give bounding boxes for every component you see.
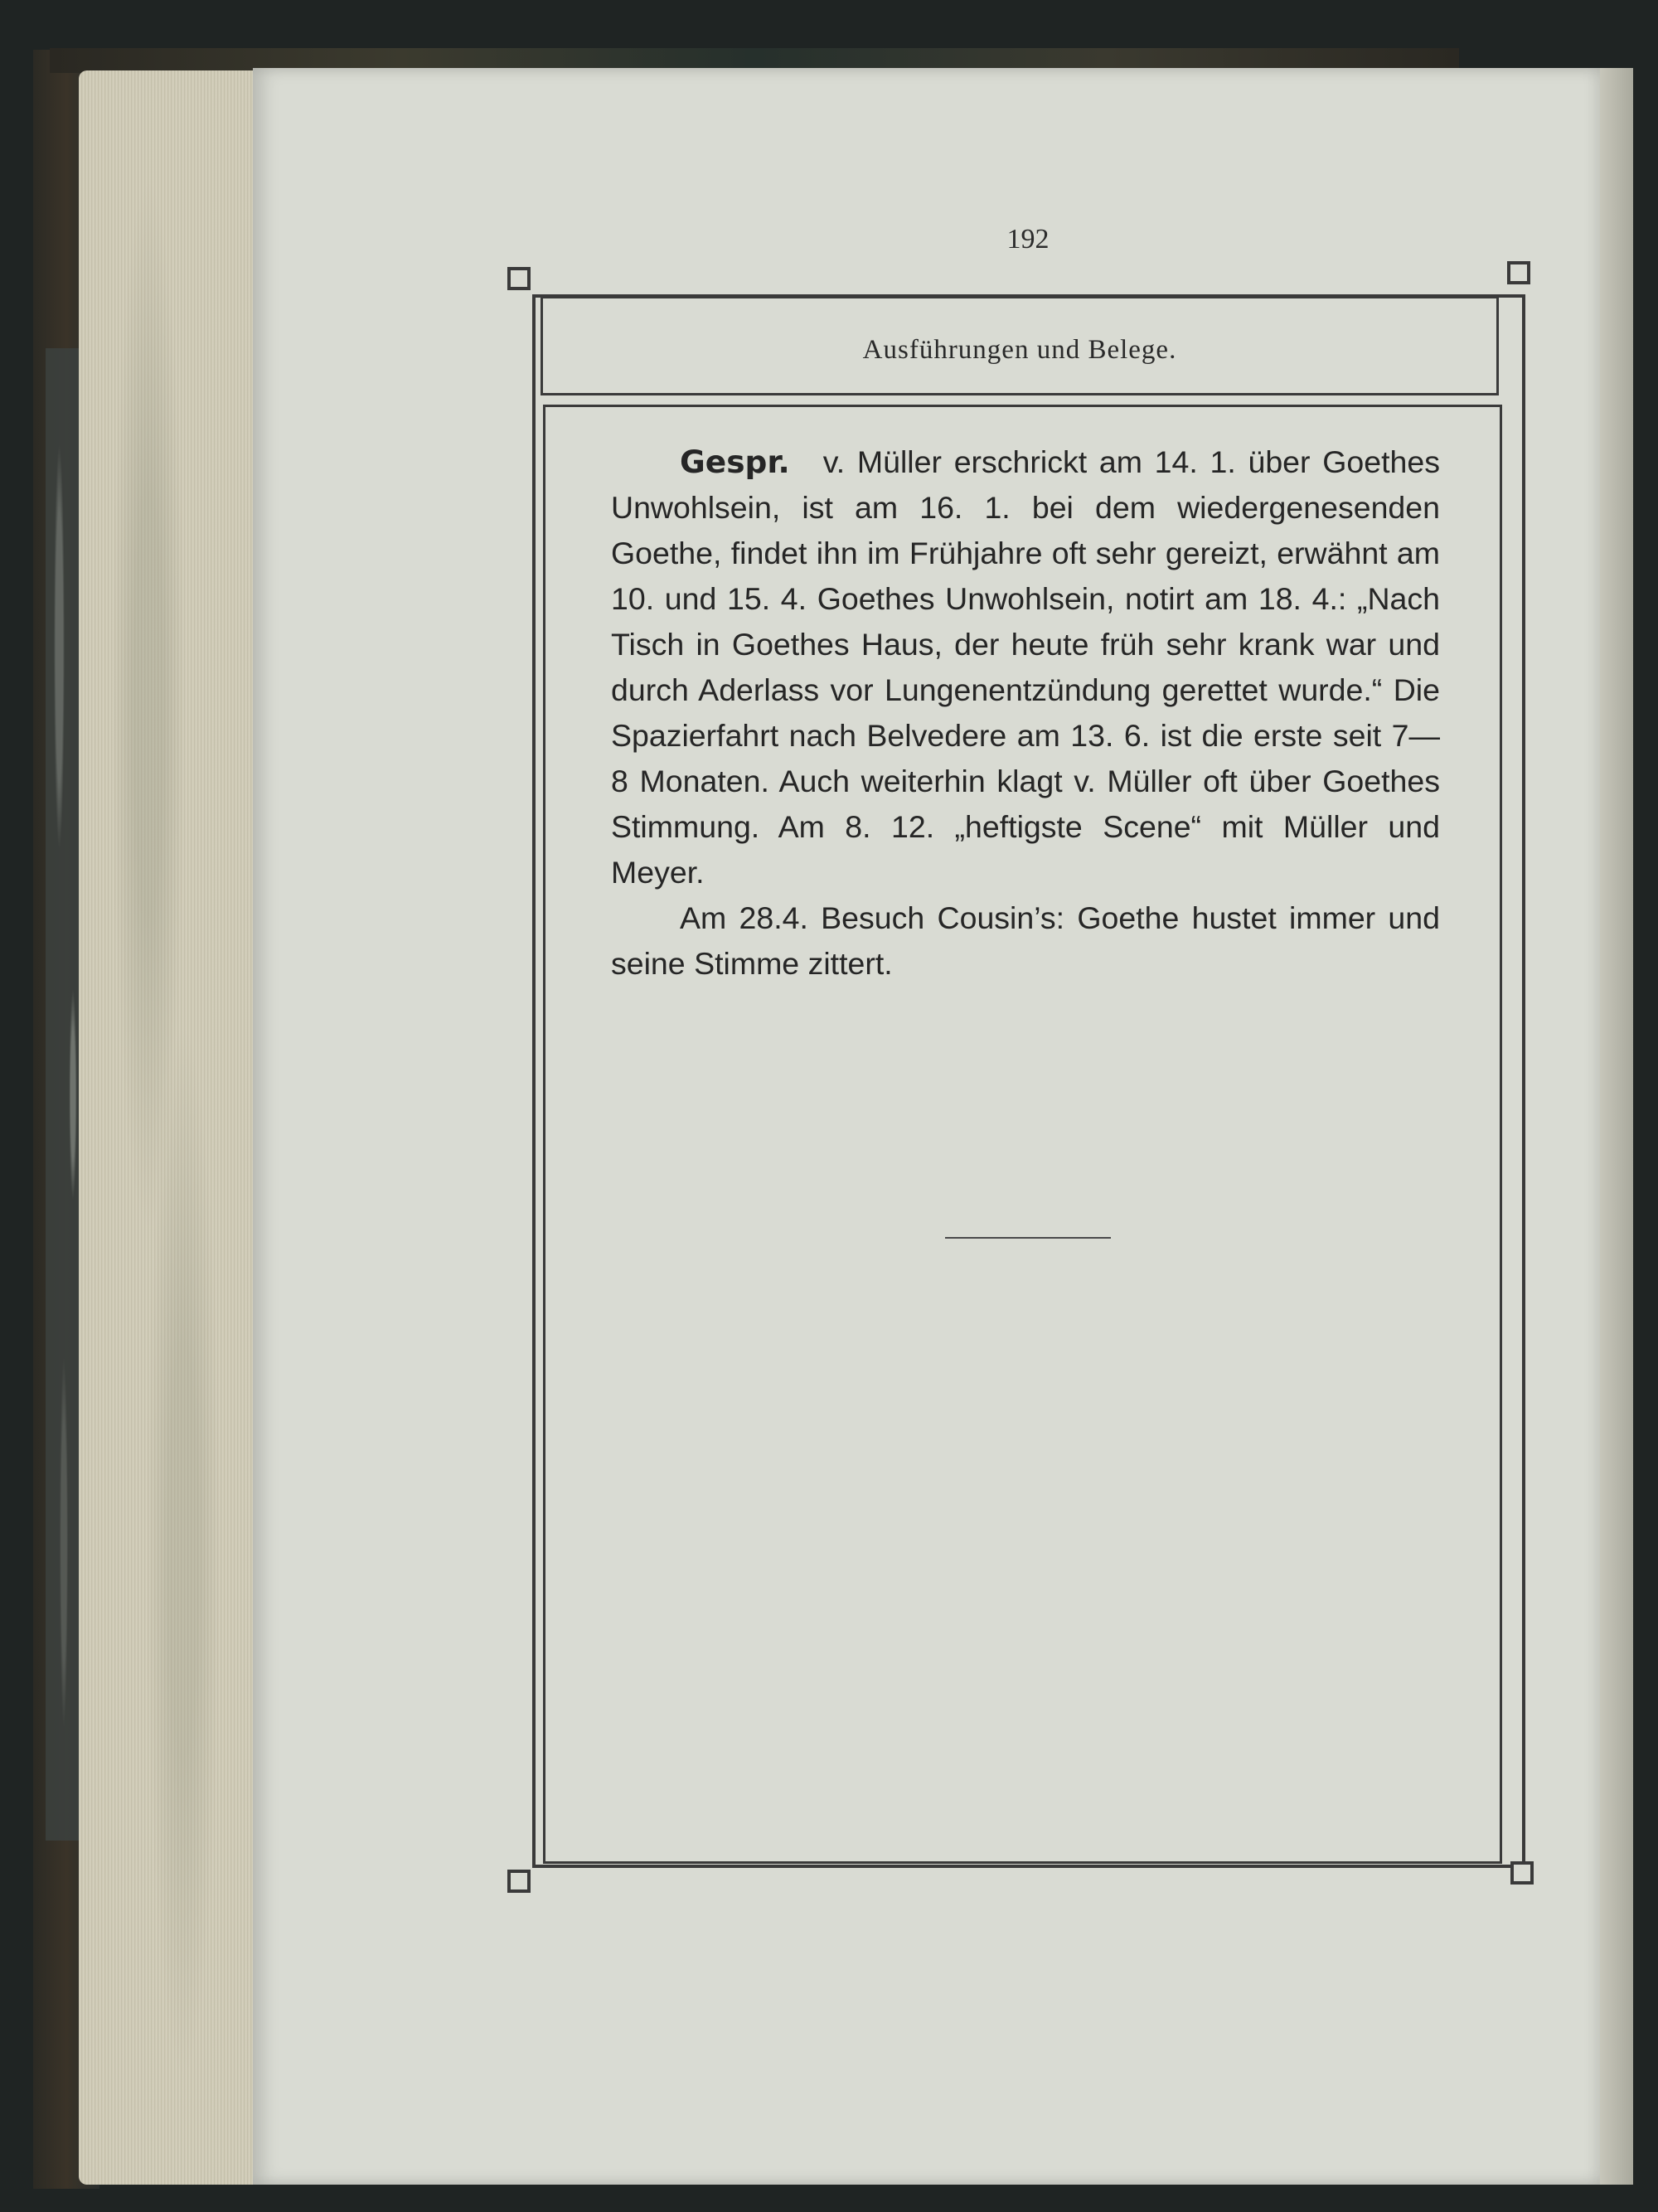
frame-corner-bottom-right — [1510, 1861, 1534, 1885]
paragraph-1-text: v. Müller erschrickt am 14. 1. über Goethes Unwohlsein, ist am 16. 1. bei dem wiedergenesenden Goethe, findet ihn im Frühjahre oft sehr gereizt, erwähnt am 10. und 15. 4. Goethes Unwohlsein, notirt am 18. 4.: „Nach Tisch in Goethes Haus, der heute früh sehr krank war und durch Aderlass vor Lungenentzündung gerettet wurde.“ Die Spazierfahrt nach Belvedere am 13. 6. ist die erste seit 7—8 Monaten. Auch weiterhin klagt v. Müller oft über Goethes Stimmung. Am 8. 12. „heftigste Scene“ mit Müller und Meyer. — [611, 444, 1440, 890]
page-stack-edges — [79, 70, 253, 2185]
frame-corner-top-left — [507, 267, 531, 290]
section-divider — [945, 1237, 1111, 1239]
frame-corner-bottom-left — [507, 1870, 531, 1893]
paragraph-2: Am 28.4. Besuch Cousin’s: Goethe hustet immer und seine Stimme zittert. — [611, 900, 1440, 981]
lead-term: Gespr. — [680, 444, 790, 480]
paragraph-1 — [611, 439, 1440, 895]
body-text — [611, 439, 1440, 987]
running-header-box — [541, 296, 1499, 395]
facing-page-edge — [1600, 68, 1633, 2185]
page-number: 192 — [1006, 224, 1050, 255]
frame-corner-top-right — [1507, 261, 1530, 284]
running-header: Ausführungen und Belege. — [862, 335, 1177, 365]
